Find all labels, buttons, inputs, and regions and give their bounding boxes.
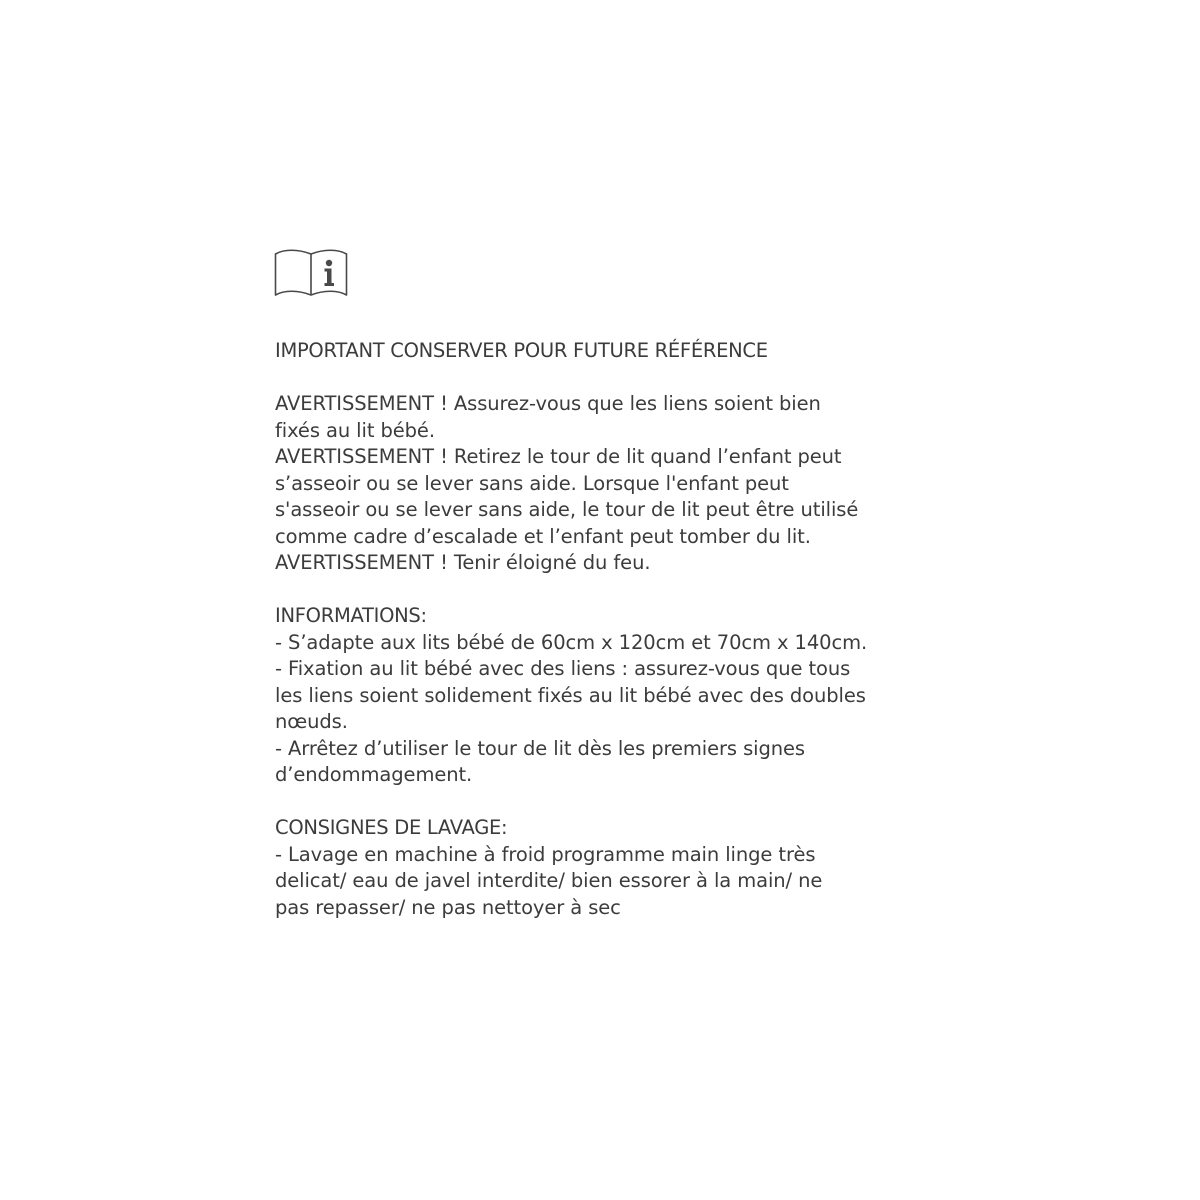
- informations-heading: INFORMATIONS:: [275, 604, 427, 627]
- read-manual-info-icon: [274, 244, 348, 298]
- warning-3-line-1: [275, 550, 915, 577]
- washing-line: pas repasser/ ne pas nettoyer à sec: [275, 895, 621, 919]
- washing-block: [275, 815, 915, 921]
- info-line: - S’adapte aux lits bébé de 60cm x 120cm et 70cm x 140cm.: [275, 630, 868, 654]
- warning-text: Tenir éloigné du feu.: [447, 551, 651, 574]
- info-line: - Arrêtez d’utiliser le tour de lit dès les premiers signes: [275, 736, 805, 760]
- informations-block: [275, 603, 915, 789]
- warning-text: s'asseoir ou se lever sans aide, le tour de lit peut être utilisé: [275, 498, 859, 521]
- info-line: les liens soient solidement fixés au lit bébé avec des doubles: [275, 683, 866, 707]
- warning-label: AVERTISSEMENT !: [275, 445, 448, 468]
- warning-text: Assurez-vous que les liens soient bien: [447, 392, 821, 415]
- instructions-text: [275, 338, 915, 921]
- info-line: - Fixation au lit bébé avec des liens : assurez-vous que tous: [275, 657, 851, 680]
- warning-label: AVERTISSEMENT !: [275, 551, 448, 574]
- washing-line: - Lavage en machine à froid programme main linge très: [275, 842, 816, 866]
- warning-text: comme cadre d’escalade et l’enfant peut tomber du lit.: [275, 524, 811, 548]
- washing-line: delicat/ eau de javel interdite/ bien essorer à la main/ ne: [275, 869, 823, 892]
- warning-text: s’asseoir ou se lever sans aide. Lorsque l'enfant peut: [275, 471, 789, 495]
- warning-label: AVERTISSEMENT !: [275, 392, 448, 415]
- washing-heading: CONSIGNES DE LAVAGE:: [275, 816, 508, 839]
- warnings-block: [275, 391, 915, 577]
- page-title: IMPORTANT CONSERVER POUR FUTURE RÉFÉRENCE: [275, 339, 768, 362]
- warning-text: Retirez le tour de lit quand l’enfant peut: [447, 445, 842, 468]
- warning-2-line-1: [275, 444, 915, 471]
- warning-text: fixés au lit bébé.: [275, 418, 435, 442]
- info-line: d’endommagement.: [275, 763, 473, 786]
- warning-1-line-1: [275, 391, 915, 418]
- info-line: nœuds.: [275, 710, 348, 733]
